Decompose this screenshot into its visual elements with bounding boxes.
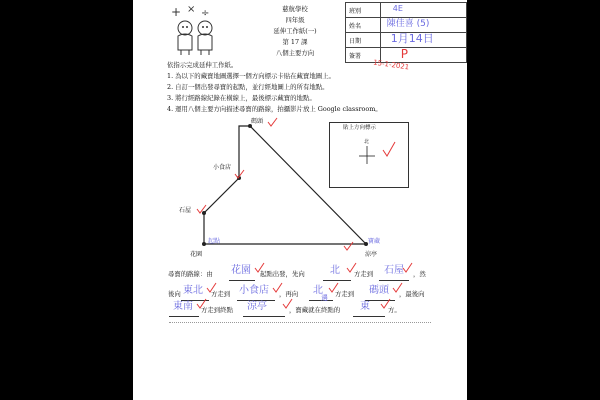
sign-label: 簽署 xyxy=(346,48,381,63)
instruction-item: 2. 自訂一個出發尋寶的起點，並行經地圖上的所有地點。 xyxy=(167,83,329,91)
lesson-number: 第 17 課 xyxy=(282,38,308,46)
start-note: 起點 xyxy=(208,238,221,245)
compass-card-box xyxy=(329,122,409,188)
compass-box-title: 貼上方向標示 xyxy=(343,125,377,131)
name-label: 姓名 xyxy=(346,18,381,33)
svg-text:÷: ÷ xyxy=(201,8,210,19)
treasure-map xyxy=(133,0,467,260)
route-walk-to-3: 方走到 xyxy=(335,290,355,298)
instruction-item: 3. 將行經路線紀錄在橫線上，最後標示藏寶的地點。 xyxy=(167,94,316,102)
sign-date: 15-1-2021 xyxy=(372,58,410,72)
grade: 四年級 xyxy=(285,16,305,24)
svg-text:×: × xyxy=(187,4,196,15)
route-after: 後向 xyxy=(168,290,181,298)
instruction-intro: 依指示完成延伸工作紙。 xyxy=(167,61,238,69)
route-direction-1: 北 xyxy=(330,265,340,276)
route-start-suffix: 起點出發，先向 xyxy=(260,270,305,278)
instruction-item: 1. 為以下的藏寶地圖選擇一個方向標示卡貼在藏寶地圖上。 xyxy=(167,72,335,80)
worksheet-page xyxy=(133,0,467,400)
map-place-garden: 花園 xyxy=(190,251,203,258)
route-direction-2: 東北 xyxy=(183,285,203,296)
map-place-snack-shop: 小食店 xyxy=(213,164,232,171)
treasure-note: 寶藏 xyxy=(368,238,381,245)
name-value: 陳佳喜 (5) xyxy=(386,19,430,29)
route-walk-to: 方走到 xyxy=(354,270,374,278)
route-stop-3: 碼頭 xyxy=(369,285,389,296)
route-suffix: 方。 xyxy=(388,306,401,314)
route-end-walk: 方走到終點 xyxy=(201,306,233,314)
teacher-signature: P xyxy=(400,47,409,61)
class-label: 班別 xyxy=(346,3,381,18)
map-place-pavilion: 涼亭 xyxy=(365,251,378,258)
compass-north-label: 北 xyxy=(364,139,370,145)
class-value: 4E xyxy=(392,4,403,13)
route-start-place: 花園 xyxy=(231,265,251,276)
map-place-stone-house: 石屋 xyxy=(179,207,192,214)
school-name: 慈航學校 xyxy=(282,5,308,13)
route-end-place: 涼亭 xyxy=(247,301,267,312)
route-direction-3: 北 xyxy=(313,285,323,296)
route-walk-to-2: 方走到 xyxy=(211,290,231,298)
route-finally: ，最後向 xyxy=(399,290,425,298)
teacher-check-marks xyxy=(133,262,467,322)
map-place-pier: 碼頭 xyxy=(251,118,264,125)
route-prefix: 尋寶的路線：由 xyxy=(168,270,213,278)
route-treasure-small: 邊 xyxy=(321,294,328,302)
svg-text:+: + xyxy=(171,5,182,19)
route-treasure-direction: 東 xyxy=(360,301,370,312)
worksheet-title: 延伸工作紙(一) xyxy=(273,27,317,35)
date-value: 1月14日 xyxy=(390,32,434,45)
route-stop-2: 小食店 xyxy=(239,285,269,296)
route-again: ，再向 xyxy=(279,290,299,298)
topic-title: 八個主要方向 xyxy=(275,49,315,57)
route-direction-4: 東南 xyxy=(173,301,193,312)
route-then: ，然 xyxy=(413,270,426,278)
instruction-item: 4. 運用八個主要方向描述尋寶的路線，拍攝影片放上 Google classroom。 xyxy=(167,105,382,113)
route-treasure-text: ，寶藏就在終點的 xyxy=(289,306,341,314)
route-stop-1: 石屋 xyxy=(384,265,404,276)
date-label: 日期 xyxy=(346,33,381,48)
